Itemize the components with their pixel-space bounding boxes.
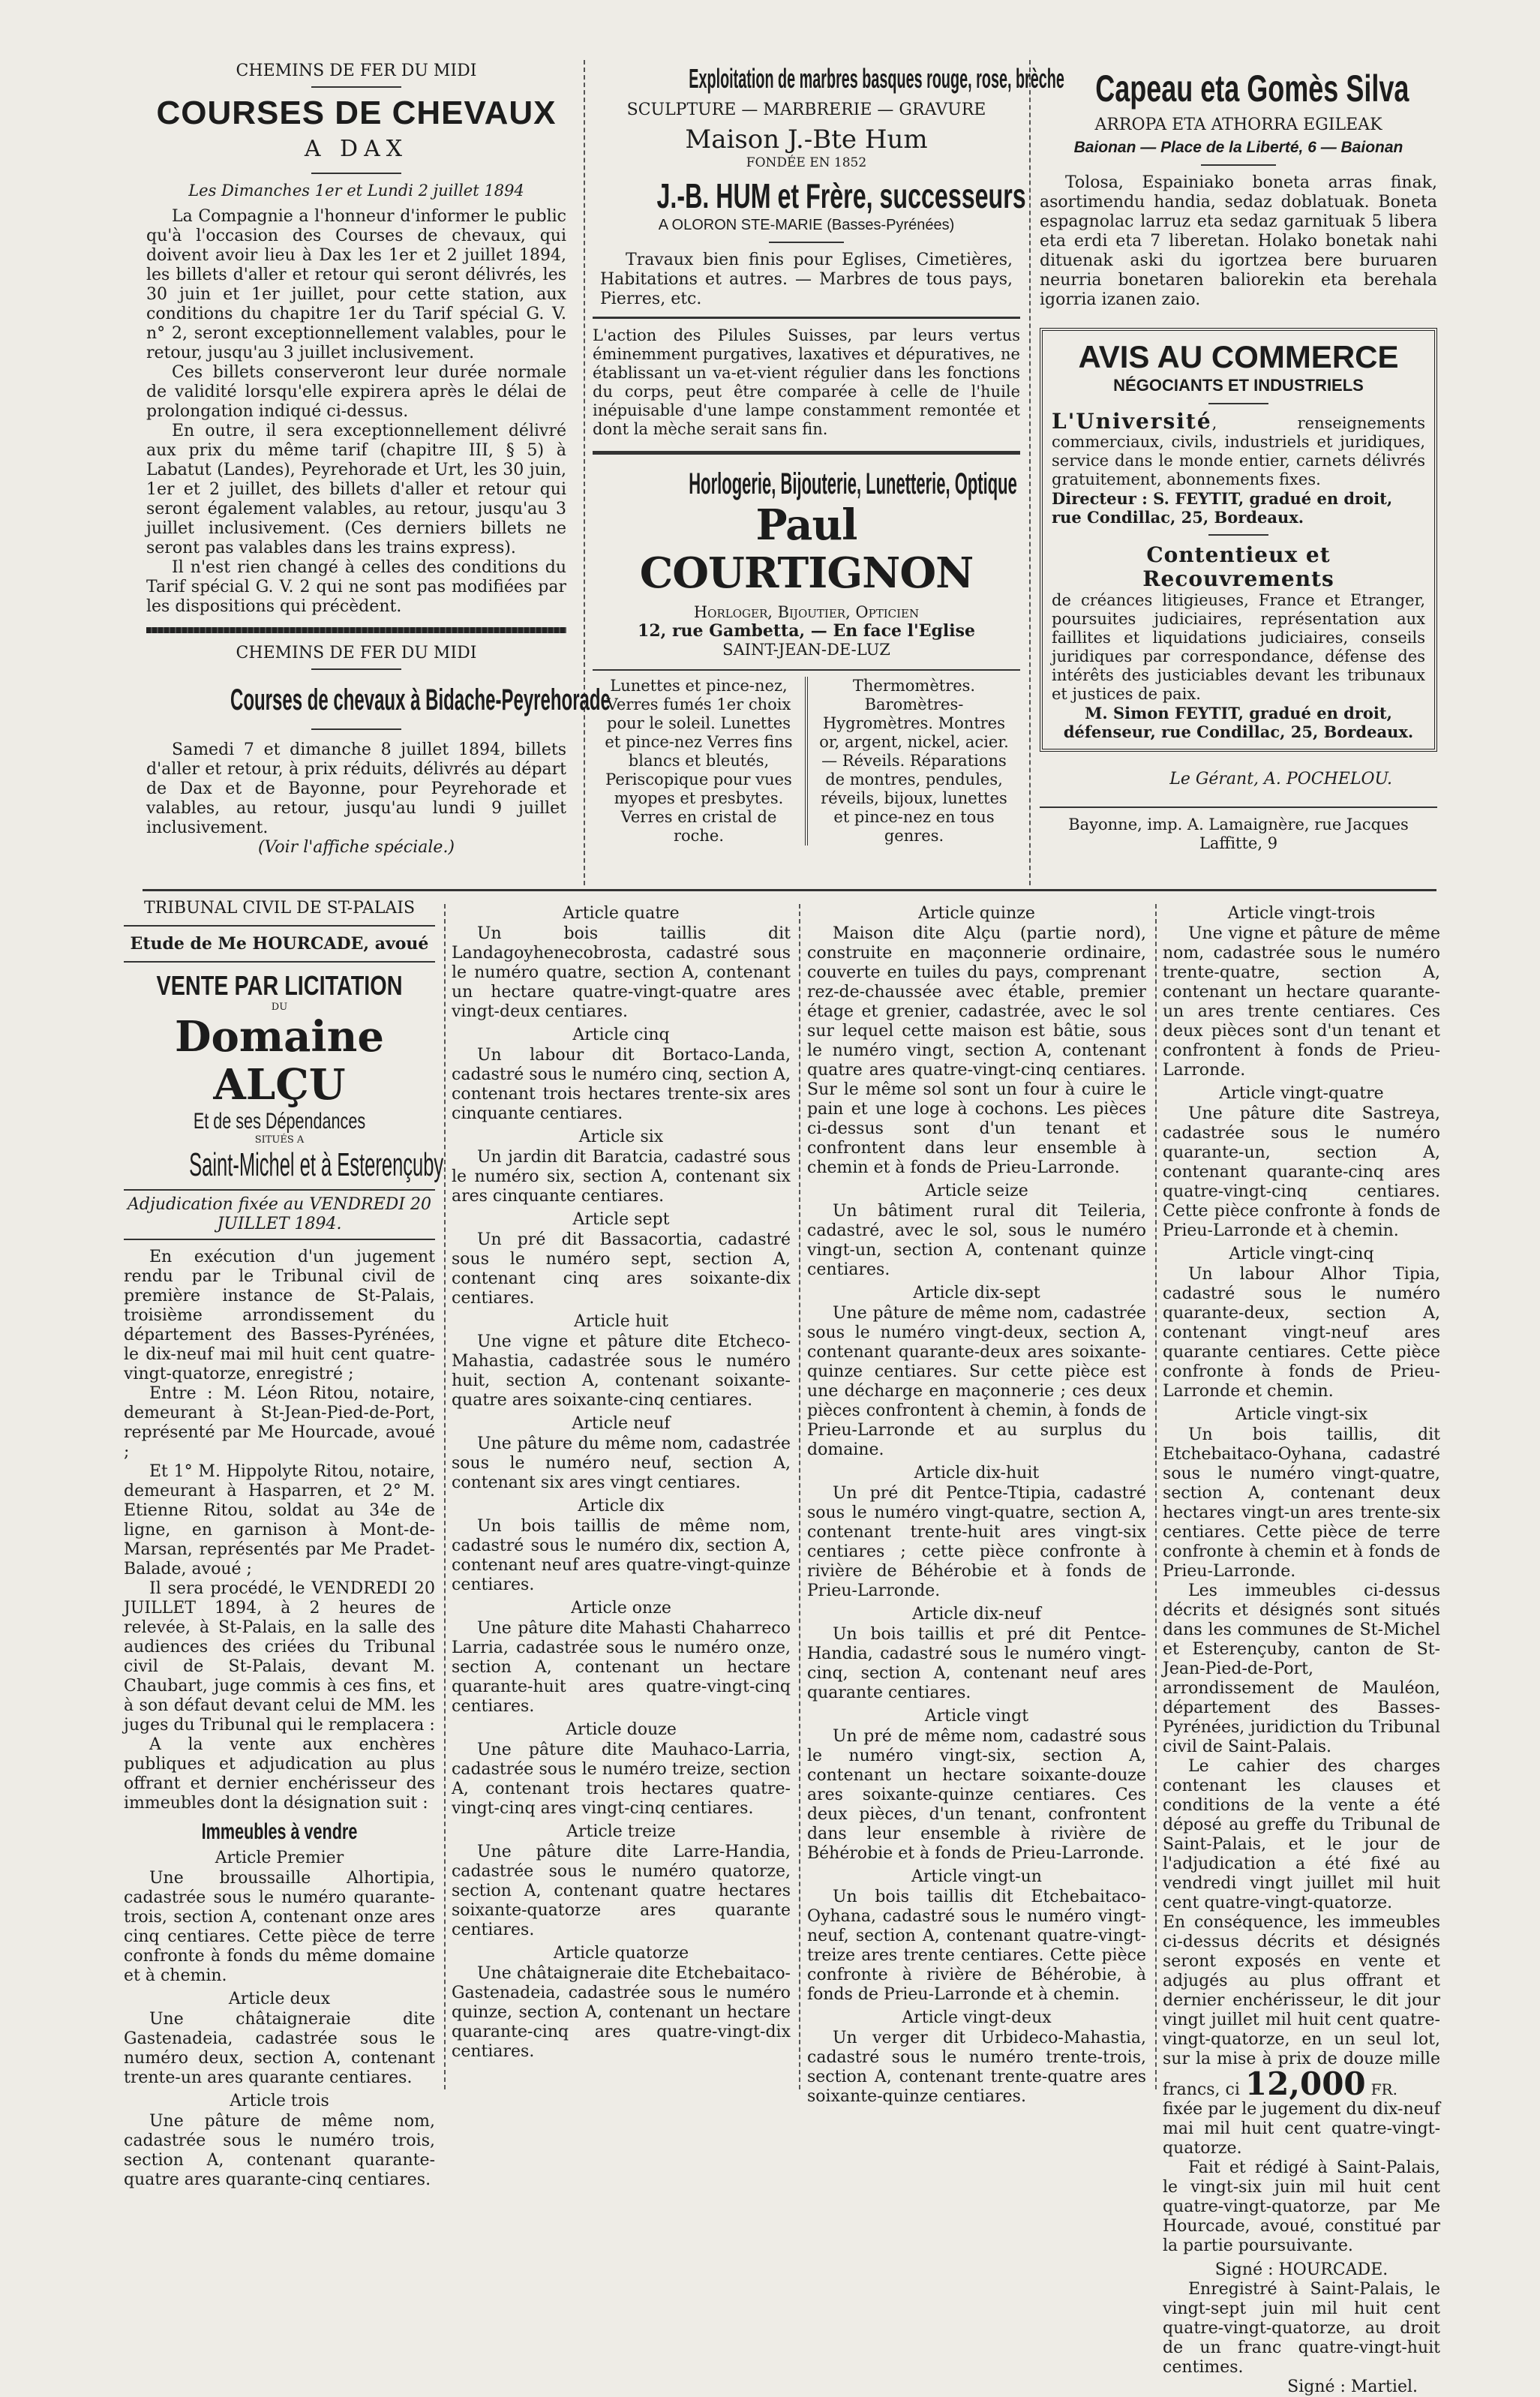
- domain-name: Domaine ALÇU: [174, 1012, 385, 1110]
- signature-2: Signé : Martiel.: [1287, 2377, 1418, 2396]
- printer-line: Bayonne, imp. A. Lamaignère, rue Jacques Laffitte, 9: [1068, 816, 1409, 852]
- contentieux-name: Contentieux et Recouvrements: [1142, 542, 1334, 591]
- closing-paragraph: Fait et rédigé à Saint-Palais, le vingt-six juin mil huit cent quatre-vingt-quatorze, par Me Hourcade, avoué, constitué par la partie poursuivante.: [1163, 2158, 1440, 2255]
- article-title: Article deux: [228, 1990, 331, 2008]
- article-title: Article vingt-trois: [1227, 904, 1376, 923]
- article-text: Un bois taillis, dit Etchebaitaco-Oyhana, cadastré sous le numéro vingt-quatre, section A, contenant deux hectares vingt-un ares trente-six centiares. Cette pièce de terre confronte à chemin et à fonds de Prieu-Larronde.: [1163, 1425, 1440, 1581]
- tribunal-name: TRIBUNAL CIVIL DE ST-PALAIS: [143, 899, 416, 918]
- article-text: Un verger dit Urbideco-Mahastia, cadastré sous le numéro trente-trois, section A, contenant trente-quatre ares soixante-quinze centiares.: [807, 2029, 1146, 2106]
- article-title: Article treize: [566, 1822, 676, 1841]
- sale-closing: [1163, 900, 1440, 2397]
- universite-director: Directeur : S. FEYTIT, gradué en droit, rue Condillac, 25, Bordeaux.: [1052, 489, 1393, 527]
- sale-intro: A la vente aux enchères publiques et adjudication au plus offrant et dernier enchérisseur des immeubles dont la désignation suit :: [124, 1735, 435, 1813]
- article-text: Un pré de même nom, cadastré sous le numéro vingt-six, section A, contenant un hectare soixante-douze ares soixante-quinze centiares. Ces deux pièces, d'un tenant, confrontent dans leur ensemble à rivière de Béhérobie et à fonds de Prieu-Larronde.: [807, 1727, 1146, 1863]
- article-title: Article quatre: [563, 904, 680, 923]
- avis-title: AVIS AU COMMERCE: [1078, 339, 1399, 374]
- article-text: Un labour Alhor Tipia, cadastré sous le numéro quarante-deux, section A, contenant vingt-neuf ares quarante centiares. Cette pièce confronte à fonds de Prieu-Larronde et chemin.: [1163, 1265, 1440, 1401]
- article-text: Un pré dit Bassacortia, cadastré sous le numéro sept, section A, contenant cinq ares soixante-dix centiares.: [452, 1230, 791, 1308]
- notice-paragraph: Ces billets conserveront leur durée normale de validité lorsqu'elle expirera après le délai de prolongation indiqué ci-dessus.: [146, 363, 566, 421]
- universite-text: , renseignements commerciaux, civils, industriels et juridiques, service dans le monde entier, carnets délivrés gratuitement, abonnements fixes.: [1052, 414, 1425, 488]
- article-title: Article quatorze: [553, 1944, 689, 1963]
- gerant-signature: Le Gérant, A. POCHELOU.: [1169, 770, 1392, 788]
- article-title: Article douze: [566, 1720, 677, 1739]
- notice-title-2: Courses de chevaux à Bidache-Peyrehorade: [230, 683, 611, 716]
- article-text: Un bois taillis et pré dit Pentce-Handia, cadastré sous le numéro vingt-cinq, section A, contenant neuf ares quarante centiares.: [807, 1625, 1146, 1702]
- marble-founded: FONDÉE EN 1852: [746, 155, 867, 170]
- notice-paragraph-2: Samedi 7 et dimanche 8 juillet 1894, billets d'aller et retour, à prix réduits, délivrés au départ de Dax et de Bayonne, pour Peyrehorade et valables, au retour, jusqu'au lundi 9 juillet inclusivement.: [146, 740, 566, 837]
- articles-list: [807, 900, 1146, 2107]
- shop-title: Horlogerie, Bijouterie, Lunetterie, Optique: [689, 467, 1017, 500]
- article-text: Une vigne et pâture dite Etcheco-Mahastia, cadastrée sous le numéro huit, section A, contenant soixante-quatre ares soixante-cinq centiares.: [452, 1332, 791, 1410]
- signature: Signé : HOURCADE.: [1214, 2260, 1388, 2279]
- price-value: 12,000: [1244, 2065, 1366, 2102]
- registration: Enregistré à Saint-Palais, le vingt-sept juin mil huit cent quatre-vingt-quatorze, au droit de un franc quatre-vingt-huit centimes.: [1163, 2280, 1440, 2377]
- marble-successors: J.-B. HUM et Frère, successeurs: [656, 176, 1026, 215]
- shop-trades: Horloger, Bijoutier, Opticien: [693, 603, 920, 621]
- avis-subtitle: NÉGOCIANTS ET INDUSTRIELS: [1113, 376, 1364, 395]
- article-text: Un bois taillis de même nom, cadastré sous le numéro dix, section A, contenant neuf ares quatre-vingt-quinze centiares.: [452, 1517, 791, 1594]
- article-title: Article quinze: [918, 904, 1035, 923]
- etude-line: Etude de Me HOURCADE, avoué: [130, 934, 429, 954]
- notice-dates: Les Dimanches 1er et Lundi 2 juillet 1894: [188, 182, 524, 200]
- articles-list: [452, 900, 791, 2062]
- advertisements-right: [1040, 68, 1437, 853]
- article-title: Article six: [578, 1128, 664, 1146]
- advertisements-middle: [593, 63, 1064, 846]
- railway-header: CHEMINS DE FER DU MIDI: [236, 62, 477, 80]
- article-text: Un bâtiment rural dit Teileria, cadastré, avec le sol, sous le numéro vingt-un, section A, contenant quinze centiares.: [807, 1202, 1146, 1279]
- closing-paragraph: En conséquence, les immeubles ci-dessus décrits et désignés seront exposés en vente et adjugés au plus offrant et dernier enchérisseur, le dit jour vingt juillet mil huit cent quatre-vingt-quatorze, en un seul lot, sur la mise à prix de douze mille francs, ci: [1163, 1913, 1440, 2099]
- notice-place: A DAX: [304, 136, 409, 162]
- article-text: Une pâture du même nom, cadastrée sous le numéro neuf, section A, contenant six ares vingt centiares.: [452, 1434, 791, 1492]
- column-divider: [1029, 60, 1031, 885]
- immeubles-heading: Immeubles à vendre: [201, 1819, 358, 1844]
- shop-town: SAINT-JEAN-DE-LUZ: [722, 641, 890, 659]
- article-title: Article dix-huit: [914, 1464, 1040, 1482]
- pills-advertisement: L'action des Pilules Suisses, par leurs vertus éminemment purgatives, laxatives et dépuratives, ne établissant un va-et-vient régulier dans les fonctions du corps, peut être comparée à celle de l'huile inépuisable d'une lampe constamment remontée et dont la mèche serait sans fin.: [593, 326, 1020, 438]
- column-divider: [444, 904, 446, 2089]
- notice-paragraph: En outre, il sera exceptionnellement délivré aux prix du même tarif (chapitre III, § 5) à Labatut (Landes), Peyrehorade et Urt, les 30 juin, 1er et 2 juillet, des billets d'aller et retour qui seront également valables, au retour, jusqu'au 3 juillet inclusivement. (Ces derniers billets ne seront pas valables dans les trains express).: [146, 422, 566, 557]
- notice-paragraph: Il n'est rien changé à celles des conditions du Tarif spécial G. V. 2 qui ne sont pas modifiées par les dispositions qui précèdent.: [146, 558, 566, 616]
- section-divider: [146, 627, 566, 633]
- article-title: Article vingt-cinq: [1229, 1245, 1374, 1263]
- article-text: Une châtaigneraie dite Gastenadeia, cadastrée sous le numéro deux, section A, contenant trente-un ares quarante centiares.: [124, 2010, 435, 2087]
- article-text: Maison dite Alçu (partie nord), construite en maçonnerie ordinaire, couverte en tuiles du pays, comprenant rez-de-chaussée avec étable, premier étage et grenier, cadastrée, avec le sol sur lequel cette maison est bâtie, sous le numéro vingt, section A, contenant quatre ares quatre-vingt-cinq centiares. Sur le même sol sont un four à cuire le pain et une loge à cochons. Les pièces ci-dessus sont d'un tenant et confrontent dans leur ensemble à chemin et à fonds de Prieu-Larronde.: [807, 924, 1146, 1177]
- sale-intro: Il sera procédé, le VENDREDI 20 JUILLET 1894, à 2 heures de relevée, à St-Palais, en la salle des audiences des criées du Tribunal civil de St-Palais, devant M. Chaubart, juge commis à ces fins, et à son défaut devant celui de MM. les juges du Tribunal qui le remplacera :: [124, 1579, 435, 1735]
- notice-note: (Voir l'affiche spéciale.): [257, 838, 455, 857]
- capeau-subtitle: ARROPA ETA ATHORRA EGILEAK: [1094, 116, 1382, 134]
- article-title: Article dix: [578, 1497, 665, 1515]
- article-text: Une pâture dite Mauhaco-Larria, cadastrée sous le numéro treize, section A, contenant trois hectares quatre-vingt-cinq ares vingt-cinq centiares.: [452, 1741, 791, 1818]
- articles-list: [1163, 903, 1440, 1581]
- shop-items-right: Thermomètres. Baromètres-Hygromètres. Montres or, argent, nickel, acier. — Réveils. Réparations de montres, pendules, réveils, bijoux, lunettes et pince-nez en tous genres.: [819, 677, 1009, 845]
- article-text: Une pâture de même nom, cadastrée sous le numéro vingt-deux, section A, contenant quarante-deux ares soixante-quinze centiares. Sur cette pièce est une décharge en maçonnerie ; ces deux pièces confrontent à chemin, à fonds de Prieu-Larronde et au surplus du domaine.: [807, 1304, 1146, 1459]
- article-title: Article Premier: [215, 1849, 344, 1867]
- article-title: Article dix-sept: [913, 1284, 1040, 1302]
- column-divider: [584, 60, 585, 885]
- domain-situes: SITUÉS A: [254, 1134, 305, 1146]
- notice-paragraph: La Compagnie a l'honneur d'informer le public qu'à l'occasion des Courses de chevaux, qui doivent avoir lieu à Dax les 1er et 2 juillet 1894, les billets d'aller et retour qui seront délivrés, les 30 juin et 1er juillet, pour cette station, aux conditions du chapitre 1er du Tarif spécial G. V. n° 2, seront exceptionnellement valables, pour le retour, jusqu'au 3 juillet inclusivement.: [146, 207, 566, 362]
- sale-intro: En exécution d'un jugement rendu par le Tribunal civil de première instance de St-Palais, troisième arrondissement du département des Basses-Pyrénées, le dix-neuf mai mil huit cent quatre-vingt-quatorze, enregistré ;: [124, 1248, 435, 1383]
- avis-commerce-box: [1040, 328, 1437, 752]
- domain-deps: Et de ses Dépendances: [193, 1109, 366, 1134]
- closing-paragraph: fixée par le jugement du dix-neuf mai mil huit cent quatre-vingt-quatorze.: [1163, 2100, 1440, 2158]
- sale-announcement: [124, 899, 444, 2190]
- column-divider: [799, 904, 800, 2089]
- capeau-text: Tolosa, Espainiako boneta arras finak, asortimendu handia, sedaz doblatuak. Boneta espagnolac larruz eta sedaz garnituak 5 libera eta erdi eta 7 liberetan. Holako bonetak nahi dituenak aski du igortzea bere buruaren neurria bonetaren baliorekin eta berehala igorria izanen zaio.: [1040, 173, 1437, 309]
- capeau-address: Baionan — Place de la Liberté, 6 — Baionan: [1073, 139, 1403, 156]
- article-text: Une pâture dite Sastreya, cadastrée sous le numéro quarante-un, section A, contenant quarante-cinq ares quatre-vingt-cinq centiares. Cette pièce confronte à fonds de Prieu-Larronde et à chemin.: [1163, 1104, 1440, 1240]
- article-title: Article vingt-un: [911, 1867, 1042, 1886]
- adjudication-date: Adjudication fixée au VENDREDI 20 JUILLET 1894.: [128, 1195, 431, 1233]
- sale-title: VENTE PAR LICITATION: [156, 970, 403, 1001]
- shop-items-left: Lunettes et pince-nez, Verres fumés 1er choix pour le soleil. Lunettes et pince-nez Verres fins blancs et bleutés, Periscopique pour vues myopes et presbytes. Verres en cristal de roche.: [593, 677, 808, 846]
- column-divider: [1155, 904, 1157, 2089]
- capeau-title: Capeau eta Gomès Silva: [1095, 68, 1409, 110]
- article-text: Un pré dit Pentce-Ttipia, cadastré sous le numéro vingt-quatre, section A, contenant trente-huit ares vingt-six centiares ; cette pièce confronte à rivière de Béhérobie et à fonds de Prieu-Larronde.: [807, 1484, 1146, 1600]
- shop-address: 12, rue Gambetta, — En face l'Eglise: [638, 621, 975, 641]
- article-title: Article vingt-deux: [902, 2008, 1052, 2027]
- article-title: Article cinq: [572, 1026, 670, 1044]
- article-title: Article dix-neuf: [912, 1605, 1041, 1624]
- sale-intro: Et 1° M. Hippolyte Ritou, notaire, demeurant à Hasparren, et 2° M. Etienne Ritou, soldat au 34e de ligne, en garnison à Mont-de-Marsan, représentés par Me Pradet-Balade, avoué ;: [124, 1462, 435, 1578]
- marble-address: A OLORON STE-MARIE (Basses-Pyrénées): [658, 217, 955, 233]
- article-text: Un bois taillis dit Landagoyhenecobrosta, cadastré sous le numéro quatre, section A, contenant un hectare quatre-vingt-quatre ares vingt-deux centiares.: [452, 924, 791, 1021]
- price-unit: FR.: [1370, 2080, 1397, 2098]
- article-text: Une pâture de même nom, cadastrée sous le numéro trois, section A, contenant quarante-quatre ares quarante-cinq centiares.: [124, 2112, 435, 2189]
- page-divider: [143, 889, 1436, 891]
- article-title: Article huit: [574, 1312, 668, 1331]
- contentieux-director: M. Simon FEYTIT, gradué en droit, défenseur, rue Condillac, 25, Bordeaux.: [1063, 704, 1414, 741]
- article-text: Un bois taillis dit Etchebaitaco-Oyhana, cadastré sous le numéro vingt-neuf, section A, contenant quatre-vingt-treize ares trente centiares. Cette pièce confronte à rivière de Béhérobie, à fonds de Prieu-Larronde et à chemin.: [807, 1888, 1146, 2004]
- article-text: Une châtaigneraie dite Etchebaitaco-Gastenadeia, cadastrée sous le numéro quinze, section A, contenant un hectare quarante-cinq ares quatre-vingt-dix centiares.: [452, 1964, 791, 2061]
- article-text: Une pâture dite Mahasti Chaharreco Larria, cadastrée sous le numéro onze, section A, contenant un hectare quarante-huit ares quatre-vingt-cinq centiares.: [452, 1619, 791, 1716]
- article-title: Article vingt-six: [1235, 1405, 1368, 1424]
- closing-paragraph: Le cahier des charges contenant les clauses et conditions de la vente a été déposé au greffe du Tribunal de Saint-Palais, et le jour de l'adjudication a été fixé au vendredi vingt juillet mil huit cent quatre-vingt-quatorze.: [1163, 1757, 1440, 1912]
- universite-name: L'Université: [1052, 409, 1212, 434]
- marble-works: Travaux bien finis pour Eglises, Cimetières, Habitations et autres. — Marbres de tous pays, Pierres, etc.: [600, 251, 1013, 308]
- article-text: Un jardin dit Baratcia, cadastré sous le numéro six, section A, contenant six ares cinquante centiares.: [452, 1148, 791, 1206]
- article-title: Article vingt-quatre: [1219, 1084, 1384, 1103]
- horse-races-notice: [146, 62, 611, 858]
- article-title: Article sept: [572, 1210, 670, 1229]
- sale-du: DU: [271, 1002, 288, 1013]
- sale-intro: Entre : M. Léon Ritou, notaire, demeurant à St-Jean-Pied-de-Port, représenté par Me Hourcade, avoué ;: [124, 1384, 435, 1461]
- contentieux-text: de créances litigieuses, France et Etranger, poursuites judiciaires, représentation aux faillites et liquidations judiciaires, conseils juridiques par correspondance, défense des intérêts des justiciables devant les tribunaux et justices de paix.: [1052, 591, 1425, 703]
- railway-header-2: CHEMINS DE FER DU MIDI: [236, 644, 477, 662]
- article-text: Une broussaille Alhortipia, cadastrée sous le numéro quarante-trois, section A, contenant onze ares cinq centiares. Cette pièce de terre confronte à fonds du même domaine et à chemin.: [124, 1869, 435, 1985]
- article-text: Un labour dit Bortaco-Landa, cadastré sous le numéro cinq, section A, contenant trois hectares trente-six ares cinquante centiares.: [452, 1046, 791, 1123]
- marble-subtitle: SCULPTURE — MARBRERIE — GRAVURE: [626, 101, 986, 119]
- articles-list: [124, 1848, 435, 2190]
- article-title: Article seize: [925, 1182, 1028, 1200]
- article-title: Article trois: [230, 2092, 329, 2110]
- marble-house: Maison J.-Bte Hum: [685, 125, 928, 155]
- article-title: Article onze: [571, 1599, 671, 1618]
- article-text: Une vigne et pâture de même nom, cadastrée sous le numéro trente-quatre, section A, contenant un hectare quarante-un ares trente centiares. Ces deux pièces sont d'un tenant et confrontent à fonds de Prieu-Larronde.: [1163, 924, 1440, 1080]
- shop-name: Paul COURTIGNON: [639, 500, 974, 598]
- domain-place: Saint-Michel et à Esterençuby: [189, 1146, 444, 1183]
- notice-title: COURSES DE CHEVAUX: [156, 95, 557, 131]
- closing-paragraph: Les immeubles ci-dessus décrits et désignés sont situés dans les communes de St-Michel et Esterençuby, canton de St-Jean-Pied-de-Port, arrondissement de Mauléon, département des Basses-Pyrénées, juridiction du Tribunal civil de Saint-Palais.: [1163, 1581, 1440, 1756]
- article-text: Une pâture dite Larre-Handia, cadastrée sous le numéro quatorze, section A, contenant quatre hectares soixante-quatorze ares quarante centiares.: [452, 1843, 791, 1939]
- article-title: Article neuf: [572, 1414, 671, 1433]
- article-title: Article vingt: [924, 1707, 1029, 1726]
- marble-title: Exploitation de marbres basques rouge, rose, brèche: [689, 63, 1064, 94]
